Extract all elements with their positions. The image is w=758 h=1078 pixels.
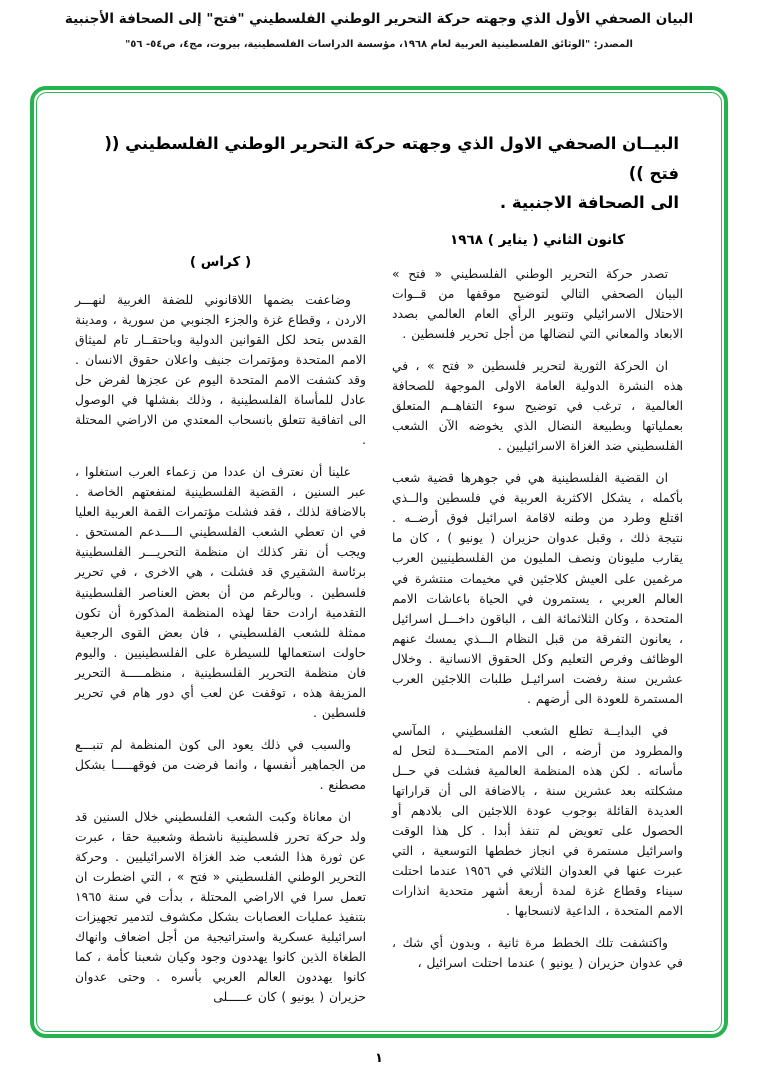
- paragraph: والسبب في ذلك يعود الى كون المنظمة لم تنبـــع من الجماهير أنفسها ، وانما فرضت من فوقهـــــا بشكل مصطنع .: [75, 737, 366, 792]
- paragraph: ان الحركة الثورية لتحرير فلسطين « فتح » ، في هذه النشرة الدولية العامة الاولى الموجهة للصحافة العالمية ، ترغب في توضيح سوء التفاهــم المتعلق بعملياتها وبطبيعة النضال الذي يخوضه الآن الشعب الفلسطيني ضد الغزاة الاسرائيليين .: [392, 359, 683, 454]
- page-title: البيان الصحفي الأول الذي وجهته حركة التحرير الوطني الفلسطيني "فتح" إلى الصحافة الأجنبية: [64, 11, 694, 27]
- document-frame: [30, 86, 728, 1038]
- kurras-heading: ( كراس ): [189, 254, 252, 271]
- date-heading: كانون الثاني ( يناير ) ١٩٦٨: [450, 232, 625, 249]
- paragraph: علينا أن نعترف ان عددا من زعماء العرب استغلوا ، عبر السنين ، القضية الفلسطينية لمنفعتهم الخاصة . بالاضافة لذلك ، فقد فشلت مؤتمرات القمة العربية العليا في ان تعطي الشعب الفلسطيني الــــدعم المستحق . ويجب أن نقر كذلك ان منظمة التحريـــر الفلسطينية برئاسة الشقيري قد فشلت ، هي الاخرى ، في تحرير فلسطين . وبالرغم من أن بعض العناصر الفلسطينية التقدمية ارادت حقا لهذه المنظمة المذكورة أن تكون ممثلة للشعب الفلسطيني ، فان بعض القوى الرجعية حاولت استعمالها للسيطرة على الفلسطينيين . واليوم فان منظمة التحرير الفلسطينية ، منظمـــــة التحرير المزيفة هذه ، توقفت عن لعب أي دور هام في تحرير فلسطين .: [75, 465, 366, 720]
- document-title-line1: البيــان الصحفي الاول الذي وجهته حركة التحرير الوطني الفلسطيني (( فتح )): [104, 134, 679, 183]
- page-header: [0, 0, 758, 50]
- paragraph: وضاعفت بضمها اللاقانوني للضفة الغربية لنهـــر الاردن ، وقطاع غزة والجزء الجنوبي من سورية ، ومدينة القدس بتحد لكل القوانين الدولية وباحتقــار تام لميثاق الامم المتحدة ومؤتمرات جنيف واعلان حقوق الانسان . وقد كشفت الامم المتحدة اليوم عن عجزها لفرض حل عادل للمأساة الفلسطينية ، وذلك بفشلها في الوصول الى اتفاقية تتعلق بانسحاب المعتدي من الاراضي المحتلة .: [75, 293, 366, 448]
- paragraph: ان القضية الفلسطينية هي في جوهرها قضية شعب بأكمله ، يشكل الاكثرية العربية في فلسطين والــذي اقتلع وطرد من وطنه لاقامة اسرائيل فوق أرضــه . نتيجة ذلك ، وقبل عدوان حزيران ( يونيو ) ، كان ما يقارب مليونان ونصف المليون من الفلسطينيين العرب مرغمين على العيش كلاجئين في مخيمات منتشرة في العالم العربي ، يستمرون في الحياة باعاشات الامم المتحدة ، وكان الثلاثمائة الف ، الباقون داخـــل اسرائيل ، يعانون التفرقة من قبل النظام الـــذي يمسك عنهم الوظائف وفرص التعليم وكل الحقوق الانسانية . وخلال عشرين سنة رفضت اسرائيـل طلبات اللاجئين العرب المستمرة للعودة الى أرضهم .: [392, 471, 683, 706]
- document-page: [36, 92, 722, 1032]
- document-title: [79, 129, 679, 218]
- paragraph: واكتشفت تلك الخطط مرة ثانية ، وبدون أي شك ، في عدوان حزيران ( يونيو ) عندما احتلت اسرائيل ،: [392, 936, 683, 971]
- paragraph: في البدايــة تطلع الشعب الفلسطيني ، المآسي والمطرود من أرضه ، الى الامم المتحـــدة لتحل له مأساته . لكن هذه المنظمة العالمية فشلت في حــل مشكلته بعد عشرين سنة ، بالاضافة الى أن قراراتها العديدة القائلة بوجوب عودة اللاجئين الى بلادهم أو الحصول على تعويض لم تنفذ أبدا . كل هذا الوقت واسرائيل مستمرة في انجاز خططها التوسعية ، التي عبرت عنها في العدوان الثلاثي في ١٩٥٦ عندما احتلت سيناء وقطاع غزة لمدة أربعة أشهر متحدية انذارات الامم المتحدة ، الداعية لانسحابها .: [392, 723, 684, 918]
- paragraph: ان معاناة وكبت الشعب الفلسطيني خلال السنين قد ولد حركة تحرر فلسطينية ناشطة وشعبية حقا ، عبرت عن ثورة هذا الشعب ضد الغزاة الاسرائيليين . وحركة التحرير الوطني الفلسطيني « فتح » ، التي اضطرت ان تعمل سرا في الاراضي المحتلة ، بدأت في سنة ١٩٦٥ بتنفيذ عمليات العصابات بشكل مكشوف لتدمير تجهيزات اسرائيلية عسكرية واستراتيجية من أجل اضعاف وانهاك الطغاة الذين كانوا يهددون وجود وكيان شعبنا كأمة ، كما كانوا يهددون العالم العربي بأسره . وحتى عدوان حزيران ( يونيو ) كان عـــــلى: [75, 809, 366, 1005]
- paragraph: تصدر حركة التحرير الوطني الفلسطيني « فتح » البيان الصحفي التالي لتوضيح موقفها من قــوات الاحتلال الاسرائيلي وتنوير الرأي العام العالمي بصدد الابعاد والمعاني التي لنضالها من أجل تحرير فلسطين .: [392, 267, 683, 342]
- document-title-line2: الى الصحافة الاجنبية .: [499, 193, 679, 213]
- two-column-body: [75, 228, 683, 1019]
- source-line: المصدر: "الوثائق الفلسطينية العربية لعام ١٩٦٨، مؤسسة الدراسات الفلسطينية، بيروت، مج٤، ص٥٤- ٥٦": [125, 39, 633, 50]
- page-number: ١: [375, 1051, 383, 1066]
- column-right: [392, 228, 683, 1019]
- column-left: [75, 228, 366, 1019]
